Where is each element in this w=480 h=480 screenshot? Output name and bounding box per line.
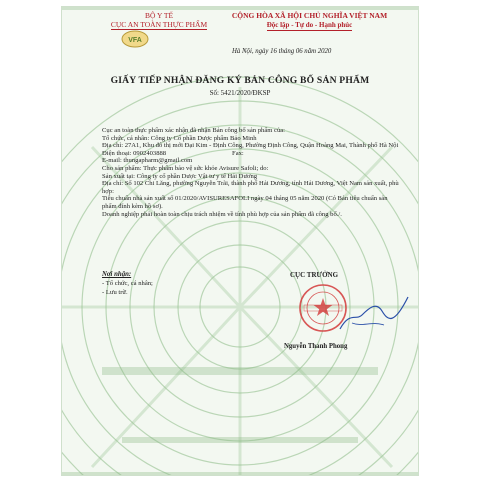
body-line: Cục an toàn thực phẩm xác nhận đã nhận Bản công bố sản phẩm của:: [102, 127, 286, 134]
recipient-item: - Tổ chức, cá nhân;: [102, 280, 153, 287]
certificate-document: [61, 6, 419, 476]
recipients-heading: Nơi nhận:: [102, 271, 132, 278]
body-line: Tổ chức, cá nhân: Công ty Cổ phần Dược phẩm Bảo Minh: [102, 134, 257, 142]
department-name: CỤC AN TOÀN THỰC PHẨM: [110, 20, 208, 29]
document-number: Số: 5421/2020/ĐKSP: [209, 89, 271, 97]
svg-text:VFA: VFA: [128, 37, 142, 44]
country-name: CỘNG HÒA XÃ HỘI CHỦ NGHĨA VIỆT NAM: [231, 11, 388, 20]
signer-title: CỤC TRƯỞNG: [290, 271, 339, 279]
document-body: [102, 127, 402, 218]
body-line: Cho sản phẩm: Thực phẩm bảo vệ sức khỏe Avisure Safoli; do:: [102, 164, 269, 172]
handwritten-signature: [332, 291, 412, 341]
national-motto: Độc lập - Tự do - Hạnh phúc: [266, 21, 353, 29]
body-line: Sản xuất tại: Công ty cổ phần Dược Vật tư y tế Hải Dương: [102, 172, 258, 180]
recipient-item: - Lưu trữ.: [102, 289, 128, 296]
body-line: E-mail: thungapharm@gmail.com: [102, 157, 193, 165]
body-line: Địa chỉ: Số 102 Chi Lăng, phường Nguyễn Trãi, thành phố Hải Dương, tỉnh Hải Dương, Việt Nam sản xuất, phù hợp:: [102, 180, 399, 195]
body-line: Địa chỉ: 27A1, Khu đô thị mới Đại Kim - Định Công, Phường Định Công, Quận Hoàng Mai, Thành phố Hà Nội: [102, 142, 399, 150]
issuer-header: [104, 11, 214, 30]
agency-logo: [120, 29, 150, 49]
national-header: [207, 11, 412, 31]
document-title: GIẤY TIẾP NHẬN ĐĂNG KÝ BẢN CÔNG BỐ SẢN PHẨM: [110, 75, 370, 86]
body-line: Điện thoại: 0902403888 Fax:: [102, 149, 244, 157]
ministry-name: BỘ Y TẾ: [144, 11, 174, 20]
issue-date: Hà Nội, ngày 16 tháng 06 năm 2020: [232, 48, 332, 55]
body-line: Doanh nghiệp phải hoàn toàn chịu trách nhiệm về tính phù hợp của sản phẩm đã công bố./.: [102, 210, 342, 218]
signer-name: Nguyễn Thanh Phong: [284, 343, 348, 350]
body-line: Tiêu chuẩn nhà sản xuất số 01/2020/AVISURESAFOLI ngày 04 tháng 05 năm 2020 (Có Bản tiêu chuẩn sản phẩm đính kèm hồ sơ).: [102, 195, 388, 210]
